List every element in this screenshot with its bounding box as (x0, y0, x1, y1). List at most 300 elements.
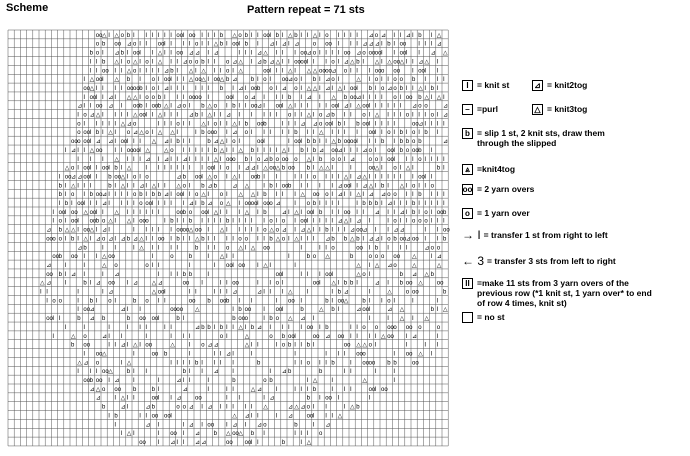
stitch-symbol: ⊿ (120, 342, 126, 349)
stitch-symbol: b (269, 316, 273, 323)
stitch-symbol: △ (71, 227, 76, 234)
stitch-symbol: △ (120, 121, 126, 128)
stitch-symbol: ⊿ (418, 59, 424, 66)
stitch-symbol: o (102, 386, 106, 393)
stitch-symbol: I (207, 32, 210, 39)
stitch-symbol: b (83, 280, 87, 287)
stitch-symbol: b (58, 183, 62, 190)
stitch-symbol: oo (114, 41, 122, 48)
stitch-symbol: I (319, 324, 321, 331)
stitch-symbol: I (164, 183, 166, 190)
stitch-symbol: oo (312, 280, 320, 287)
stitch-symbol: b (374, 245, 379, 252)
stitch-symbol: oo (331, 147, 339, 154)
stitch-symbol: o (418, 103, 422, 110)
stitch-symbol: ⊿ (133, 280, 139, 287)
stitch-symbol: b (133, 386, 137, 393)
stitch-symbol: b (343, 236, 348, 243)
stitch-symbol: △ (89, 227, 95, 234)
stitch-symbol: I (294, 431, 296, 438)
stitch-symbol: I (219, 218, 222, 225)
stitch-symbol: I (145, 236, 148, 243)
stitch-symbol: oo (114, 174, 122, 181)
stitch-symbol: I (219, 404, 222, 411)
stitch-symbol: I (306, 289, 309, 296)
stitch-symbol: I (89, 174, 92, 181)
stitch-symbol: b (195, 360, 199, 367)
stitch-symbol: b (387, 41, 391, 48)
stitch-symbol: △ (108, 130, 113, 137)
stitch-symbol: I (424, 41, 427, 48)
stitch-symbol: o (436, 324, 441, 331)
stitch-symbol: I (52, 218, 55, 225)
stitch-symbol: I (195, 130, 197, 137)
stitch-symbol: △ (207, 103, 213, 110)
stitch-symbol: I (83, 183, 86, 190)
stitch-symbol: I (219, 121, 222, 128)
stitch-symbol: I (238, 174, 241, 181)
stitch-symbol: b (232, 103, 236, 110)
stitch-symbol: △ (418, 351, 423, 358)
stitch-symbol: I (164, 112, 166, 119)
stitch-symbol: ⊿ (436, 254, 442, 261)
stitch-symbol: I (213, 218, 216, 225)
stitch-symbol: b (244, 41, 248, 48)
stitch-symbol: I (288, 254, 290, 261)
stitch-symbol: oo (405, 280, 413, 287)
stitch-symbol: I (182, 431, 185, 438)
stitch-symbol: △ (145, 147, 151, 154)
legend-label: =purl (477, 104, 499, 114)
stitch-symbol: I (300, 85, 303, 92)
stitch-symbol: I (337, 59, 340, 66)
stitch-symbol: I (145, 68, 148, 75)
stitch-symbol: ⊿ (89, 112, 95, 119)
stitch-symbol: I (213, 236, 216, 243)
stitch-symbol: ⊿ (238, 85, 244, 92)
stitch-symbol: I (381, 50, 383, 57)
stitch-symbol: I (40, 289, 42, 296)
stitch-symbol: I (207, 94, 210, 101)
stitch-symbol: I (263, 174, 265, 181)
stitch-symbol: I (164, 94, 166, 101)
stitch-symbol: I (250, 404, 253, 411)
stitch-symbol: oo (306, 324, 314, 331)
stitch-symbol: △ (238, 324, 244, 331)
stitch-symbol: I (64, 262, 67, 269)
stitch-symbol: b (219, 85, 224, 92)
stitch-symbol: I (176, 218, 179, 225)
stitch-symbol: b (374, 201, 379, 207)
stitch-symbol: I (164, 201, 166, 207)
stitch-symbol: I (436, 156, 439, 163)
stitch-symbol: o (275, 316, 279, 323)
stitch-symbol: △ (374, 165, 380, 172)
stitch-symbol: oo (95, 103, 103, 110)
stitch-symbol: ⊿ (443, 139, 449, 146)
stitch-symbol: I (77, 165, 79, 172)
stitch-symbol: ⊿ (405, 32, 411, 39)
stitch-symbol: ⊿ (424, 245, 430, 252)
stitch-symbol: I (83, 324, 86, 331)
stitch-symbol: I (95, 59, 98, 66)
stitch-symbol: I (257, 192, 259, 199)
stitch-symbol: △ (114, 209, 120, 216)
stitch-symbol: oo (337, 298, 345, 305)
stitch-symbol: ⊿ (182, 386, 188, 393)
stitch-symbol: △ (356, 103, 361, 110)
stitch-symbol: oo (133, 103, 140, 110)
stitch-symbol: I (350, 32, 352, 39)
stitch-symbol: b (418, 139, 422, 146)
stitch-symbol: o (133, 121, 137, 128)
stitch-symbol: △ (114, 32, 120, 39)
stitch-symbol: o (263, 378, 267, 384)
stitch-symbol: I (319, 227, 321, 234)
stitch-symbol: I (176, 130, 179, 137)
stitch-symbol: I (430, 201, 433, 207)
stitch-symbol: I (250, 227, 253, 234)
stitch-symbol: I (350, 103, 352, 110)
stitch-symbol: b (337, 121, 341, 128)
stitch-symbol: △ (374, 262, 380, 269)
stitch-symbol: △ (201, 121, 206, 128)
stitch-symbol: I (157, 201, 160, 207)
stitch-symbol: I (64, 280, 67, 287)
stitch-symbol: b (151, 404, 155, 411)
stitch-symbol: I (201, 165, 203, 172)
stitch-symbol: b (201, 130, 205, 137)
stitch-symbol: I (356, 324, 358, 331)
stitch-symbol: oo (306, 413, 314, 420)
stitch-symbol: oo (312, 192, 320, 199)
stitch-symbol: b (139, 192, 143, 199)
stitch-symbol: I (213, 360, 216, 367)
stitch-symbol: I (95, 369, 98, 376)
stitch-symbol: oo (337, 333, 345, 340)
stitch-symbol: I (257, 227, 259, 234)
stitch-symbol: oo (83, 139, 91, 146)
stitch-symbol: I (89, 369, 92, 376)
stitch-symbol: oo (343, 139, 351, 146)
stitch-symbol: I (337, 227, 340, 234)
stitch-symbol: △ (157, 59, 163, 66)
stitch-symbol: I (207, 156, 210, 163)
stitch-symbol: b (250, 147, 255, 154)
stitch-symbol: o (238, 32, 242, 39)
stitch-symbol: I (108, 378, 110, 384)
stitch-symbol: oo (399, 41, 407, 48)
stitch-symbol: I (238, 121, 241, 128)
stitch-symbol: o (312, 174, 317, 181)
stitch-symbol: I (300, 174, 303, 181)
stitch-symbol: I (232, 404, 234, 411)
stitch-symbol: I (114, 147, 117, 154)
stitch-symbol: ⊿ (188, 404, 194, 411)
stitch-symbol: b (195, 245, 199, 252)
stitch-symbol: o (269, 333, 273, 340)
stitch-symbol: △ (133, 94, 138, 101)
stitch-symbol: ⊿ (387, 201, 393, 207)
stitch-symbol: I (114, 68, 117, 75)
stitch-symbol: o (145, 262, 149, 269)
stitch-symbol: △ (157, 50, 163, 57)
stitch-symbol: ⊿ (120, 236, 126, 243)
stitch-symbol: I (157, 316, 160, 323)
stitch-symbol: I (393, 103, 396, 110)
stitch-symbol: b (269, 183, 273, 190)
stitch-symbol: o (306, 404, 310, 411)
stitch-symbol: I (281, 324, 284, 331)
stitch-symbol: I (176, 77, 179, 84)
stitch-symbol: o (213, 103, 217, 110)
stitch-symbol: oo (219, 298, 227, 305)
legend-label: =knit4tog (477, 164, 516, 174)
stitch-symbol: I (356, 41, 358, 48)
stitch-symbol: I (412, 68, 414, 75)
stitch-symbol: oo (436, 280, 444, 287)
stitch-symbol: oo (157, 41, 165, 48)
stitch-symbol: ⊿ (182, 156, 188, 163)
stitch-symbol: I (381, 130, 383, 137)
stitch-symbol: I (331, 298, 334, 305)
stitch-symbol: b (350, 254, 354, 261)
stitch-symbol: b (306, 395, 310, 402)
stitch-symbol: I (164, 121, 166, 128)
stitch-symbol: I (343, 32, 346, 39)
stitch-symbol: △ (232, 121, 237, 128)
stitch-symbol: oo (418, 174, 425, 181)
stitch-symbol: I (331, 218, 334, 225)
stitch-symbol: I (374, 369, 377, 376)
stitch-symbol: I (288, 59, 290, 66)
stitch-symbol: △ (436, 262, 442, 269)
stitch-symbol: oo (250, 85, 258, 92)
stitch-symbol: I (312, 209, 315, 216)
stitch-symbol: I (77, 307, 79, 314)
stitch-symbol: △ (126, 68, 132, 75)
stitch-symbol: I (170, 413, 172, 420)
stitch-symbol: I (139, 147, 141, 154)
stitch-symbol: ⊿ (195, 324, 201, 331)
stitch-symbol: b (443, 289, 447, 296)
stitch-symbol: △ (133, 112, 138, 119)
stitch-symbol: b (151, 192, 155, 199)
stitch-symbol: oo (325, 271, 332, 278)
stitch-symbol: I (263, 130, 265, 137)
stitch-symbol: I (244, 103, 247, 110)
stitch-symbol: I (195, 147, 197, 154)
stitch-symbol: I (114, 218, 117, 225)
stitch-symbol: I (52, 333, 55, 340)
stitch-symbol: o (412, 130, 416, 137)
stitch-symbol: I (77, 369, 79, 376)
stitch-symbol: I (213, 59, 216, 66)
stitch-symbol: oo (170, 431, 177, 438)
stitch-symbol: I (207, 121, 210, 128)
stitch-symbol: o (151, 94, 155, 101)
stitch-symbol: o (213, 174, 217, 181)
stitch-symbol: I (139, 50, 141, 57)
stitch-symbol: o (368, 254, 372, 261)
stitch-symbol: o (362, 50, 366, 57)
stitch-symbol: △ (250, 386, 256, 393)
stitch-symbol: I (207, 386, 210, 393)
stitch-symbol: I (436, 201, 439, 207)
stitch-symbol: △ (300, 192, 306, 199)
stitch-symbol: △ (381, 333, 386, 340)
stitch-symbol: I (350, 41, 352, 48)
stitch-symbol: I (114, 112, 117, 119)
stitch-symbol: I (368, 271, 371, 278)
stitch-symbol: I (312, 165, 315, 172)
stitch-symbol: I (275, 192, 278, 199)
stitch-symbol: I (418, 112, 420, 119)
legend-label: = transfer 3 sts from left to right (487, 256, 616, 266)
stitch-symbol: o (77, 139, 81, 146)
stitch-symbol: I (126, 209, 129, 216)
stitch-symbol: I (399, 218, 402, 225)
stitch-symbol: o (399, 77, 403, 84)
stitch-symbol: ⊿ (356, 307, 362, 314)
stitch-symbol: o (77, 121, 81, 128)
stitch-symbol: I (405, 85, 408, 92)
stitch-symbol: I (343, 112, 346, 119)
stitch-symbol: ⊿ (170, 439, 176, 446)
stitch-symbol: △ (294, 404, 299, 411)
stitch-symbol: ⊿ (362, 41, 368, 48)
stitch-symbol: I (102, 94, 104, 101)
stitch-symbol: I (207, 147, 210, 154)
stitch-symbol: I (133, 218, 135, 225)
stitch-symbol: I (269, 369, 272, 376)
stitch-symbol: I (424, 174, 427, 181)
stitch-symbol: oo (350, 94, 357, 101)
stitch-symbol: oo (114, 386, 122, 393)
stitch-symbol: △ (139, 245, 144, 252)
stitch-symbol: I (238, 298, 241, 305)
stitch-symbol: I (312, 413, 315, 420)
stitch-symbol: I (182, 192, 185, 199)
stitch-symbol: o (418, 218, 422, 225)
stitch-symbol: ⊿ (294, 41, 300, 48)
stitch-symbol: I (294, 227, 296, 234)
stitch-symbol: I (157, 209, 160, 216)
stitch-symbol: I (151, 112, 154, 119)
stitch-symbol: ⊿ (164, 139, 170, 146)
stitch-symbol: I (337, 280, 340, 287)
stitch-symbol: oo (269, 165, 277, 172)
stitch-symbol: b (89, 192, 93, 199)
stitch-symbol: oo (139, 112, 146, 119)
stitch-symbol: I (405, 333, 408, 340)
stitch-symbol: I (139, 413, 141, 420)
stitch-symbol: I (436, 85, 439, 92)
stitch-symbol: ⊿ (126, 41, 132, 48)
stitch-symbol: I (188, 262, 191, 269)
stitch-symbol: b (102, 316, 106, 323)
stitch-symbol: I (275, 112, 278, 119)
stitch-symbol: oo (412, 360, 419, 367)
stitch-symbol: oo (226, 262, 233, 269)
stitch-symbol: I (232, 147, 234, 154)
knit-st-icon: I (462, 80, 473, 91)
stitch-symbol: I (412, 59, 414, 66)
stitch-symbol: I (157, 298, 160, 305)
stitch-symbol: oo (83, 307, 91, 314)
stitch-symbol: I (188, 192, 191, 199)
stitch-symbol: ⊿ (176, 395, 182, 402)
stitch-symbol: oo (89, 218, 97, 225)
stitch-symbol: △ (83, 236, 89, 243)
stitch-symbol: I (145, 369, 148, 376)
stitch-symbol: o (393, 94, 397, 101)
stitch-symbol: I (257, 32, 259, 39)
stitch-symbol: ⊿ (374, 236, 380, 243)
stitch-symbol: △ (170, 130, 175, 137)
stitch-symbol: ⊿ (83, 360, 89, 367)
stitch-symbol: I (374, 130, 377, 137)
legend-knit4tog (462, 164, 515, 175)
stitch-symbol: I (343, 192, 346, 199)
stitch-symbol: I (46, 289, 48, 296)
stitch-symbol: b (430, 271, 434, 278)
stitch-symbol: ⊿ (374, 280, 380, 287)
stitch-symbol: I (77, 183, 79, 190)
stitch-symbol: I (300, 386, 303, 393)
stitch-symbol: I (170, 333, 172, 340)
stitch-symbol: I (83, 77, 86, 84)
stitch-symbol: △ (275, 59, 281, 66)
stitch-symbol: I (133, 431, 135, 438)
stitch-symbol: I (133, 395, 135, 402)
stitch-symbol: I (393, 351, 396, 358)
stitch-symbol: o (362, 351, 366, 358)
stitch-symbol: I (126, 183, 129, 190)
stitch-symbol: I (312, 404, 315, 411)
stitch-symbol: I (182, 218, 185, 225)
stitch-symbol: I (244, 245, 247, 252)
legend-knit3tog (532, 104, 587, 115)
stitch-symbol: b (325, 298, 329, 305)
legend-label: = knit2tog (547, 80, 588, 90)
stitch-symbol: ⊿ (207, 404, 213, 411)
stitch-symbol: I (325, 103, 327, 110)
stitch-symbol: I (430, 351, 433, 358)
stitch-symbol: ⊿ (325, 112, 331, 119)
stitch-symbol: I (300, 209, 303, 216)
stitch-symbol: I (430, 94, 433, 101)
stitch-symbol: ⊿ (300, 316, 306, 323)
stitch-symbol: oo (343, 50, 351, 57)
stitch-symbol: I (126, 112, 129, 119)
stitch-symbol: oo (176, 227, 184, 234)
stitch-symbol: b (263, 121, 267, 128)
stitch-symbol: I (393, 174, 396, 181)
stitch-symbol: I (263, 431, 265, 438)
stitch-symbol: I (244, 404, 247, 411)
stitch-symbol: I (188, 165, 191, 172)
stitch-symbol: ⊿ (188, 201, 194, 207)
stitch-symbol: oo (102, 369, 109, 376)
stitch-symbol: I (219, 68, 222, 75)
stitch-symbol: △ (412, 262, 417, 269)
stitch-symbol: I (306, 183, 309, 190)
stitch-symbol: oo (362, 360, 370, 367)
stitch-symbol: ⊿ (176, 103, 182, 110)
stitch-symbol: b (343, 94, 348, 101)
stitch-symbol: I (281, 192, 284, 199)
